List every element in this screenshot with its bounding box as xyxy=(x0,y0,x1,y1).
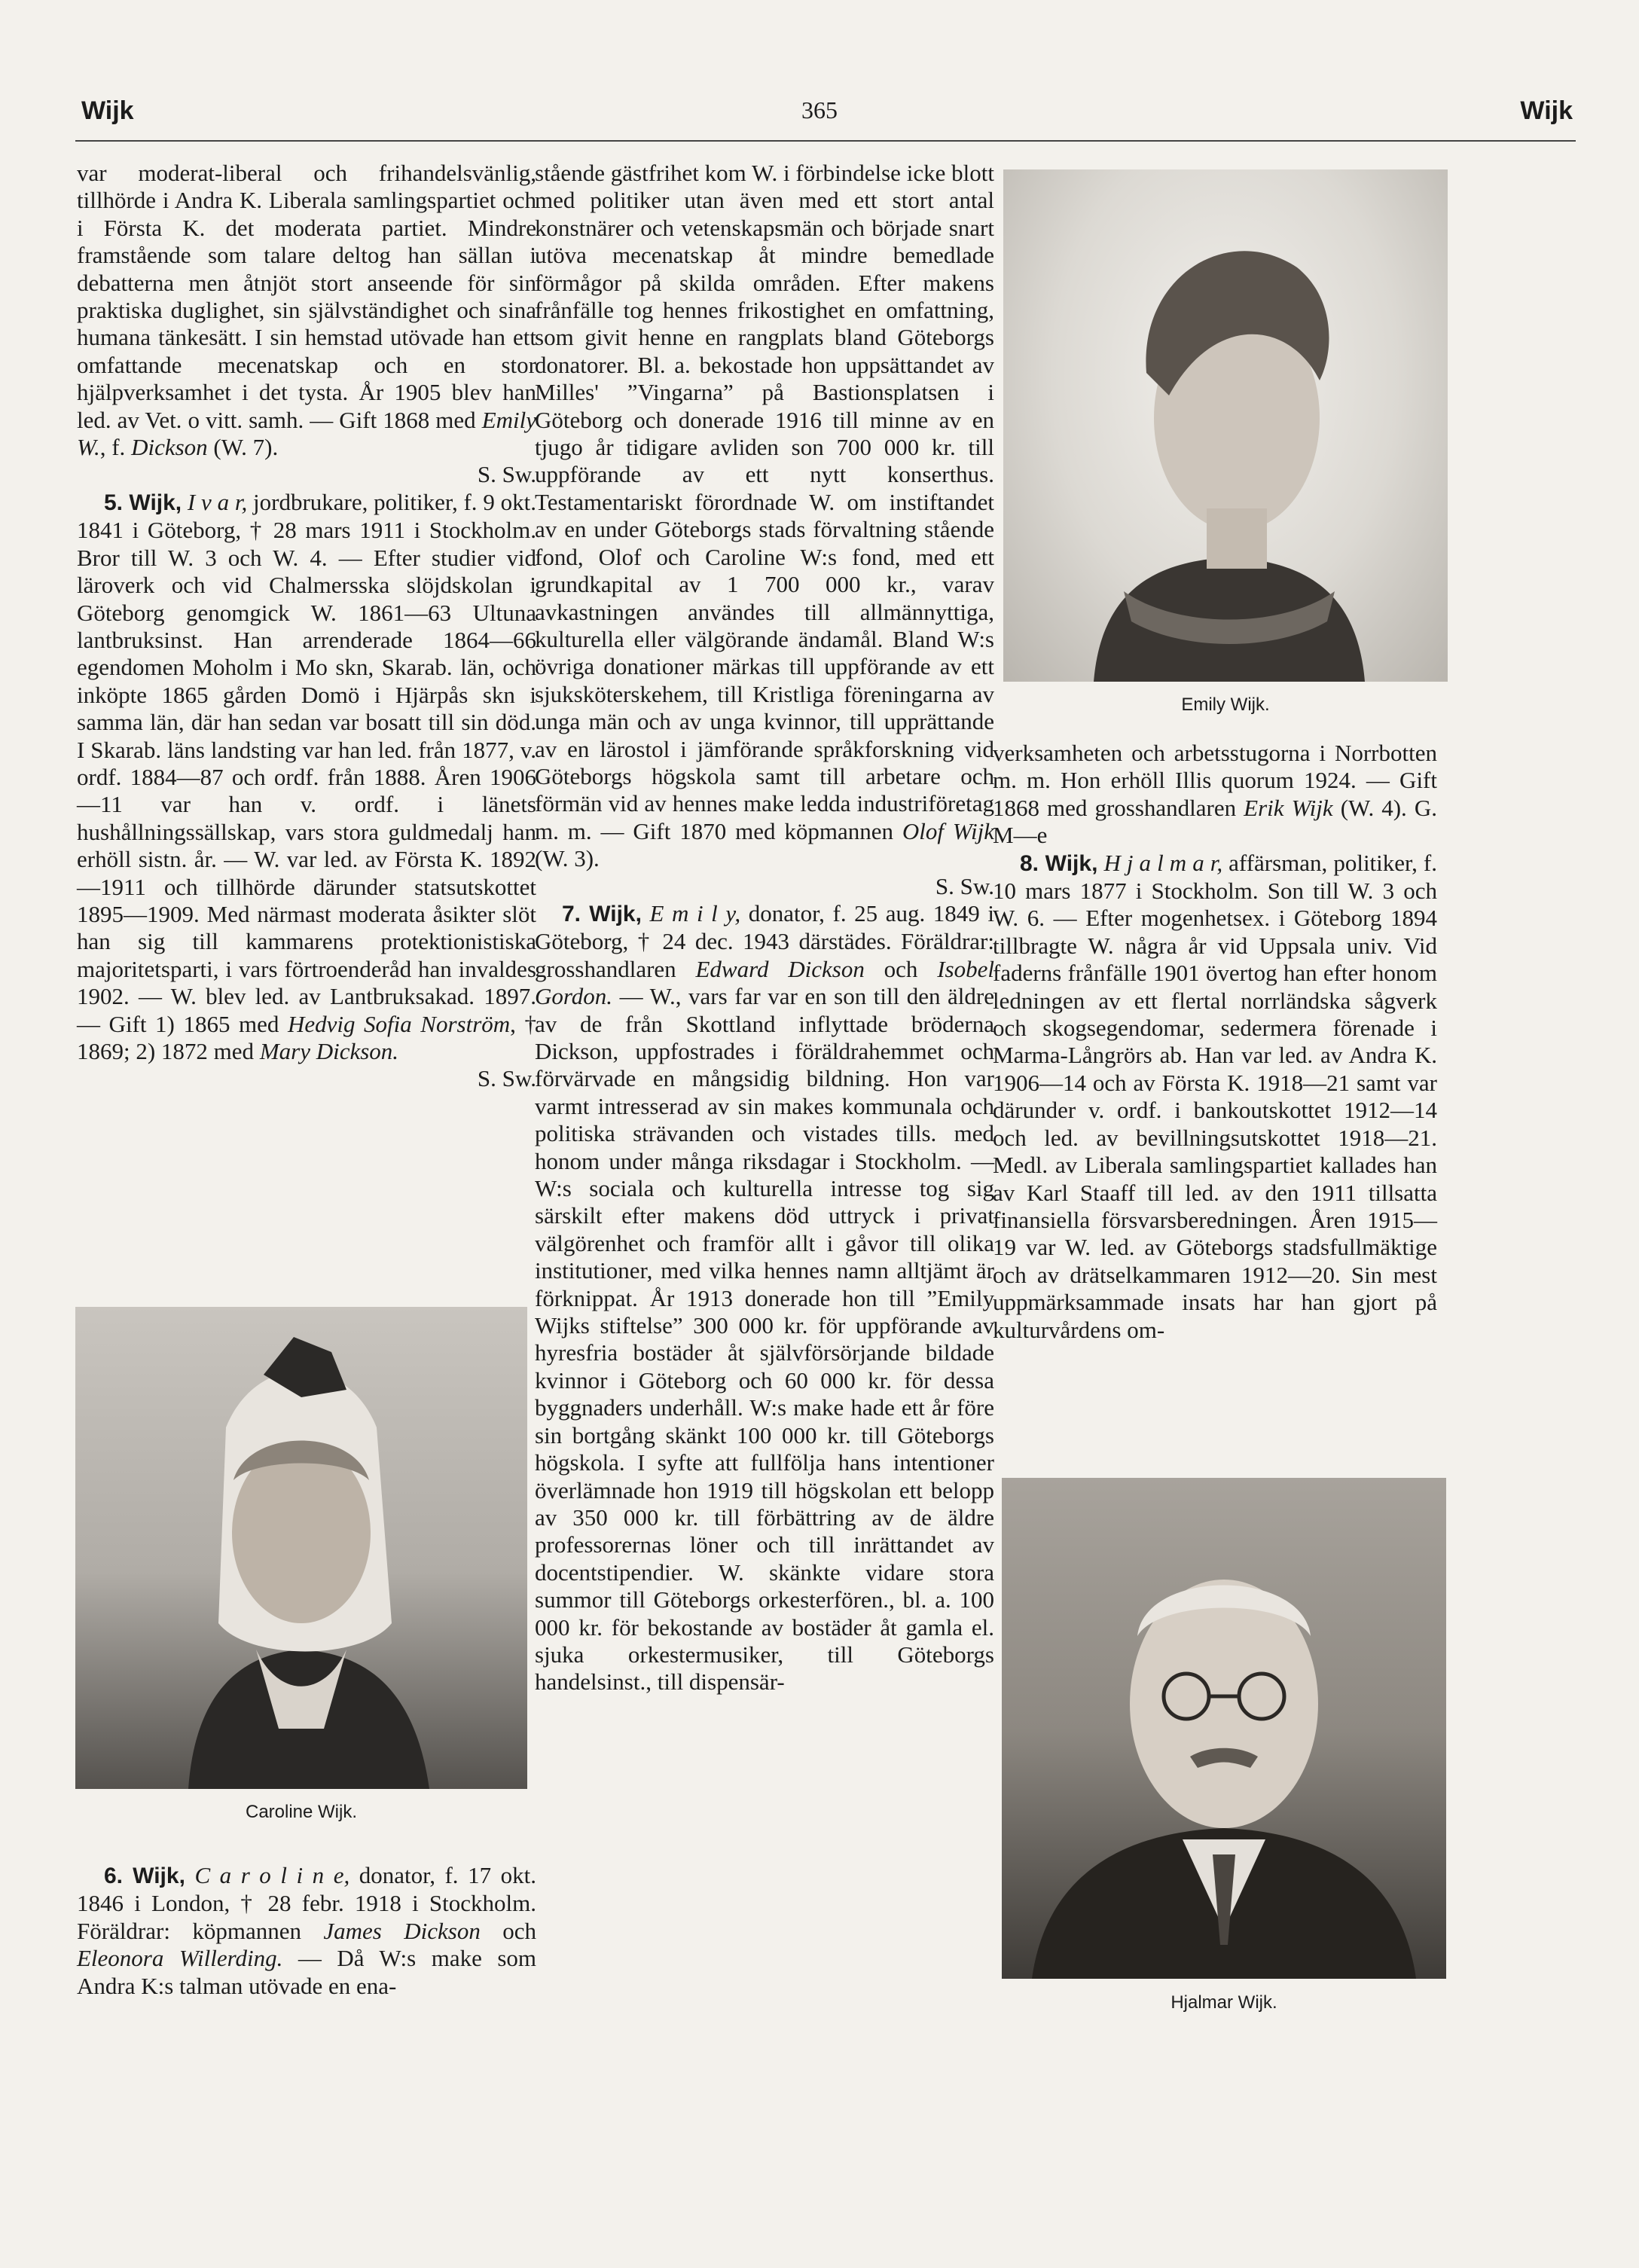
entry-8: 8. Wijk, H j a l m a r, affärsman, politiker, f. 10 mars 1877 i Stockholm. Son till W. 3 och W. 6. — Efter mogenhetsex. i Göteborg 1894 tillbragte W. några år vid Uppsala univ. Vid faderns frånfälle 1901 övertog han efter honom ledningen av ett flertal norrländska sågverk och skogsegendomar, sedermera förenade i Marma-Långrörs ab. Han var led. av Andra K. 1906—14 och av Första K. 1918—21 samt var därunder v. ordf. i bankoutskottet 1912—14 och led. av bevillningsutskottet 1918—21. Medl. av Liberala samlingspartiet kallades han av Karl Staaff till led. av den 1911 tillsatta finansiella försvarsberedningen. Åren 1915—19 var W. led. av Göteborgs stadsfullmäktige och av drätselkammaren 1912—20. Sin mest uppmärksammade insats har han gjort på kulturvårdens om- xyxy=(993,849,1437,1343)
emily-portrait-drawing xyxy=(1003,169,1448,682)
header-rule xyxy=(75,140,1576,142)
caroline-portrait-photo xyxy=(75,1307,527,1789)
signature: S. Sw. xyxy=(935,872,994,899)
page-number: 365 xyxy=(801,96,838,124)
entry-7-name: Wijk, xyxy=(589,901,642,926)
caroline-portrait-drawing xyxy=(75,1307,527,1789)
column-2 xyxy=(535,160,994,1696)
emily-caption: Emily Wijk. xyxy=(1181,694,1270,715)
column-1-bottom xyxy=(77,1862,536,2000)
entry-6-name: Wijk, xyxy=(133,1864,185,1888)
running-head-right: Wijk xyxy=(1520,96,1573,125)
hjalmar-portrait-photo xyxy=(1002,1478,1446,1979)
caroline-caption: Caroline Wijk. xyxy=(245,1802,358,1822)
paragraph-continued: var moderat-liberal och frihandelsvänlig, tillhörde i Andra K. Liberala samlingspartiet och i Första K. det moderata partiet. Mindre framstående som talare deltog han sällan i debatterna men åtnjöt stort anseende för sin praktiska duglighet, sin självständighet och sina humana tänkesätt. I sin hemstad utövade han ett omfattande mecenatskap och en stor hjälpverksamhet i det tysta. År 1905 blev han led. av Vet. o vitt. samh. — Gift 1868 med Emily W., f. Dickson (W. 7). xyxy=(77,160,536,461)
hjalmar-caption: Hjalmar Wijk. xyxy=(1170,1992,1277,2013)
column-1 xyxy=(77,160,536,1093)
paragraph-continued: stående gästfrihet kom W. i förbindelse icke blott med politiker utan även med ett stort antal konstnärer och vetenskapsmän och började snart utöva mecenatskap åt mindre bemedlade förmågor på skilda områden. Efter makens frånfälle tog hennes frikostighet en omfattning, som givit henne en rangplats bland Göteborgs donatorer. Bl. a. bekostade hon uppsättandet av Milles' ”Vingarna” på Bastionsplatsen i Göteborg och donerade 1916 till minne av en tjugo år tidigare avliden son 700 000 kr. till uppförande av ett nytt konserthus. Testamentariskt förordnade W. om instiftandet av en under Göteborgs stads förvaltning stående fond, Olof och Caroline W:s fond, med ett grundkapital av 1 700 000 kr., varav avkastningen användes till allmännyttiga, kulturella eller välgörande ändamål. Bland W:s övriga donationer märkas till uppförande av ett sjuksköterskehem, till Kristliga föreningarna av unga män och av unga kvinnor, till upprättande av en lärostol i jämförande språkforskning vid Göteborgs högskola samt till arbetare och förmän vid av hennes make ledda industriföretag m. m. — Gift 1870 med köpmannen Olof Wijk (W. 3). xyxy=(535,160,994,872)
signature: S. Sw. xyxy=(477,461,536,488)
entry-7: 7. Wijk, E m i l y, donator, f. 25 aug. 1849 i Göteborg, † 24 dec. 1943 därstädes. Föräldrar: grosshandlaren Edward Dickson och Isobel Gordon. — W., vars far var en son till den äldre av de från Skottland inflyttade bröderna Dickson, uppfostrades i föräldrahemmet och förvärvade en mångsidig bildning. Hon var varmt intresserad av sin makes kommunala och politiska strävanden och vistades tills. med honom under många riksdagar i Stockholm. — W:s sociala och kulturella intresse tog sig särskilt efter makens död uttryck i privat välgörenhet och framför allt i gåvor till olika institutioner, med vilka hennes namn alltjämt är förknippat. År 1913 donerade hon till ”Emily Wijks stiftelse” 300 000 kr. för uppförande av hyresfria bostäder åt självförsörjande bildade kvinnor i Göteborg och 60 000 kr. för dessa byggnaders underhåll. W:s make hade ett år före sin bortgång skänkt 100 000 kr. till Göteborgs högskola. I syfte att fullfölja hans intentioner överlämnade hon 1919 till högskolan ett belopp av 350 000 kr. till förbättring av de äldre professorernas löner och till inrättandet av docentstipendier. W. skänkte vidare stora summor till Göteborgs orkesterfören., bl. a. 100 000 kr. för bekostande av bostäder åt gamla el. sjuka orkestermusiker, till Göteborgs handelsinst., till dispensär- xyxy=(535,899,994,1696)
hjalmar-portrait-drawing xyxy=(1002,1478,1446,1979)
emily-portrait-photo xyxy=(1003,169,1448,682)
entry-5: 5. Wijk, I v a r, jordbrukare, politiker, f. 9 okt. 1841 i Göteborg, † 28 mars 1911 i Stockholm. Bror till W. 3 och W. 4. — Efter studier vid läroverk och vid Chalmersska slöjdskolan i Göteborg genomgick W. 1861—63 Ultuna lantbruksinst. Han arrenderade 1864—66 egendomen Moholm i Mo skn, Skarab. län, och inköpte 1865 gården Domö i Hjärpås skn i samma län, där han sedan var bosatt till sin död. I Skarab. läns landsting var han led. från 1877, v. ordf. 1884—87 och ordf. från 1888. Åren 1906—11 var han v. ordf. i länets hushållningssällskap, vars stora guldmedalj han erhöll sistn. år. — W. var led. av Första K. 1892—1911 och tillhörde därunder statsutskottet 1895—1909. Med närmast moderata åsikter slöt han sig till kammarens protektionistiska majoritetsparti, i vars förtroenderåd han invaldes 1902. — W. blev led. av Lantbruksakad. 1897. — Gift 1) 1865 med Hedvig Sofia Norström, † 1869; 2) 1872 med Mary Dickson. xyxy=(77,488,536,1064)
signature: S. Sw. xyxy=(477,1065,536,1092)
column-3 xyxy=(993,740,1437,1344)
entry-5-name: Wijk, xyxy=(129,490,182,515)
paragraph-continued: verksamheten och arbetsstugorna i Norrbotten m. m. Hon erhöll Illis quorum 1924. — Gift 1868 med grosshandlaren Erik Wijk (W. 4). G. M—e xyxy=(993,740,1437,849)
running-head-left: Wijk xyxy=(81,96,134,125)
entry-6: 6. Wijk, C a r o l i n e, donator, f. 17 okt. 1846 i London, † 28 febr. 1918 i Stockholm. Föräldrar: köpmannen James Dickson och Eleonora Willerding. — Då W:s make som Andra K:s talman utövade en ena- xyxy=(77,1862,537,1999)
entry-8-name: Wijk, xyxy=(1045,850,1098,876)
